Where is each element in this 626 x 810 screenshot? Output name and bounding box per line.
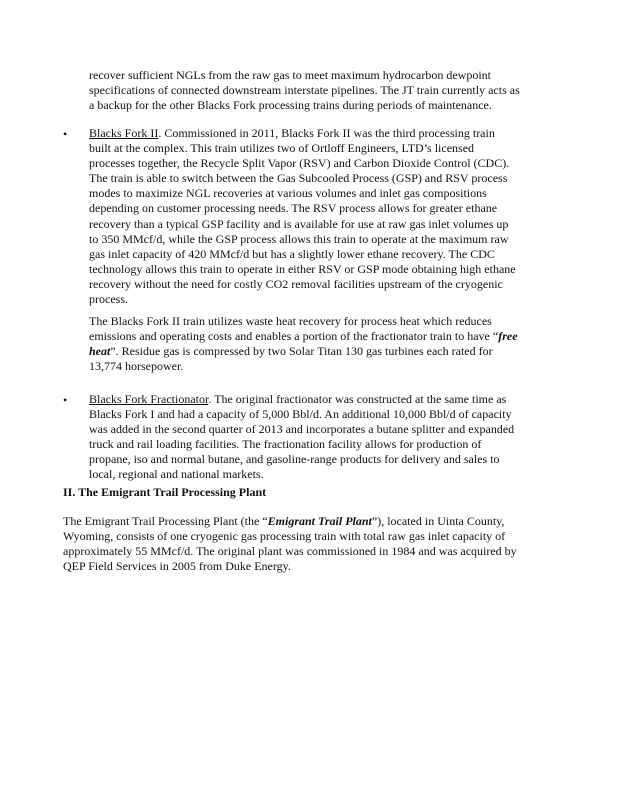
free-heat-emphasis: free [498,329,518,344]
intro-line: recover sufficient NGLs from the raw gas to meet maximum hydrocarbon dewpoint [89,68,491,82]
heat-recovery-line [89,344,529,359]
heat-recovery-paragraph [89,314,529,374]
blacks-fork-ii-line: gas inlet capacity of 420 MMcf/d but has a slightly lower ethane recovery. The CDC [89,246,495,261]
blacks-fork-ii-line: built at the complex. This train utilizes two of Ortloff Engineers, LTD’s licensed [89,141,475,156]
emigrant-trail-line: QEP Field Services in 2005 from Duke Energy. [63,559,291,574]
blacks-fork-ii-line: modes to maximize NGL recoveries at various volumes and inlet gas compositions [89,186,487,201]
fractionator-line: truck and rail loading facilities. The fractionation facility allows for production of [89,437,482,452]
blacks-fork-ii-line: to 350 MMcf/d, while the GSP process allows this train to operate at the maximum raw [89,231,509,246]
heat-recovery-line: The Blacks Fork II train utilizes waste heat recovery for process heat which reduces [89,314,492,328]
heat-recovery-line-text: emissions and operating costs and enables a portion of the fractionator train to have “ [89,329,499,344]
fractionator-first-line-text: . The original fractionator was constructed at the same time as [208,392,507,406]
emigrant-trail-line-text: ”), located in Uinta County, [371,514,505,528]
emigrant-trail-paragraph [63,514,533,574]
heat-recovery-line [89,329,529,344]
blacks-fork-ii-line: process. [89,292,128,307]
fractionator-line: was added in the second quarter of 2013 and incorporates a butane splitter and expanded [89,422,515,437]
fractionator-line: local, regional and national markets. [89,467,264,482]
heat-recovery-line-text: ”. Residue gas is compressed by two Solar Titan 130 gas turbines each rated for [110,344,493,359]
fractionator-paragraph [89,392,529,483]
emigrant-trail-line: Wyoming, consists of one cryogenic gas processing train with total raw gas inlet capacity of [63,529,506,544]
section-heading: II. The Emigrant Trail Processing Plant [63,485,267,499]
blacks-fork-ii-line: recovery than a typical GSP facility and is available for use at raw gas inlet volumes up [89,216,509,231]
free-heat-emphasis: heat [89,344,111,359]
blacks-fork-ii-line: The train is able to switch between the Gas Subcooled Process (GSP) and RSV process [89,171,508,186]
emigrant-trail-line: approximately 55 MMcf/d. The original plant was commissioned in 1984 and was acquired by [63,544,517,559]
emigrant-trail-first-line [63,514,533,529]
emigrant-trail-line-text: The Emigrant Trail Processing Plant (the “ [63,514,268,528]
fractionator-line: propane, iso and normal butane, and gasoline-range products for delivery and sales to [89,452,500,467]
fractionator-title: Blacks Fork Fractionator [89,392,209,406]
fractionator-line: Blacks Fork I and had a capacity of 5,000 Bbl/d. An additional 10,000 Bbl/d of capacity [89,407,512,422]
blacks-fork-ii-line: processes together, the Recycle Split Vapor (RSV) and Carbon Dioxide Control (CDC). [89,156,510,171]
intro-line: a backup for the other Blacks Fork processing trains during periods of maintenance. [89,98,492,113]
fractionator-first-line [89,392,529,407]
blacks-fork-ii-paragraph [89,126,529,307]
blacks-fork-ii-line: depending on customer processing needs. The RSV process allows for greater ethane [89,201,498,216]
bullet-icon: • [63,393,68,407]
heat-recovery-line: 13,774 horsepower. [89,359,184,374]
intro-line: specifications of connected downstream interstate pipelines. The JT train currently acts as [89,83,520,98]
intro-paragraph [89,68,529,113]
bullet-icon: • [63,127,68,141]
blacks-fork-ii-line: technology allows this train to operate in either RSV or GSP mode obtaining high ethane [89,261,516,276]
emigrant-trail-plant-term: Emigrant Trail Plant [267,514,372,528]
blacks-fork-ii-first-line [89,126,529,141]
blacks-fork-ii-first-line-text: . Commissioned in 2011, Blacks Fork II was the third processing train [158,126,495,140]
blacks-fork-ii-line: recovery without the need for costly CO2 removal facilities upstream of the cryogenic [89,276,503,291]
blacks-fork-ii-title: Blacks Fork II [89,126,159,140]
